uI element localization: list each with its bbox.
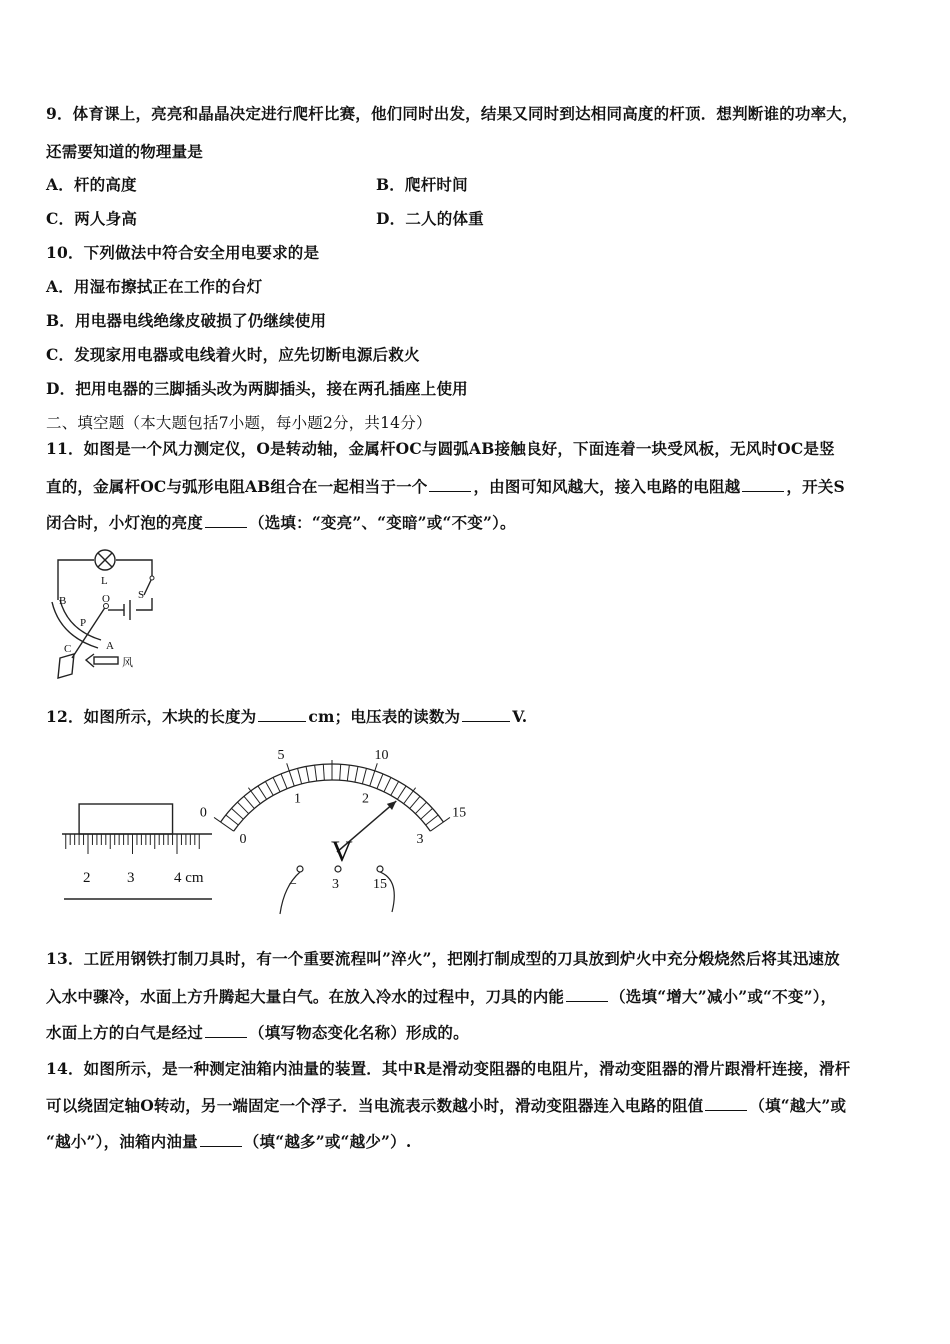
q13-line1: 13．工匠用钢铁打制刀具时，有一个重要流程叫”淬火”，把刚打制成型的刀具放到炉火中充分煅烧然后将其迅速放 (46, 949, 840, 968)
label-c: C (64, 643, 72, 655)
terminal-neg: − (289, 877, 297, 892)
q13-line2-part1: 入水中骤冷，水面上方升腾起大量白气。在放入冷水的过程中，刀具的内能 (46, 987, 565, 1006)
meter-tick (323, 764, 324, 780)
meter-upper-label: 15 (452, 805, 467, 821)
q11-line2-part3: ，开关S (786, 477, 845, 496)
q9-option-d: D．二人的体重 (376, 209, 484, 228)
q13-line2-part2: （选填“增大”减小”或“不变”）， (610, 987, 837, 1006)
label-a: A (106, 640, 114, 652)
q11-line3 (46, 511, 516, 533)
q12-line (46, 705, 527, 727)
q13-line3-part2: （填写物态变化名称）形成的。 (249, 1023, 469, 1042)
answer-blank[interactable] (205, 1023, 247, 1038)
section-heading: 二、填空题（本大题包括7小题，每小题2分，共14分） (46, 414, 432, 432)
meter-tick (315, 765, 317, 781)
q10-option-b: B．用电器电线绝缘皮破损了仍继续使用 (46, 311, 327, 330)
meter-tick (281, 774, 287, 789)
meter-arc (234, 780, 431, 831)
answer-blank[interactable] (462, 707, 510, 722)
meter-tick (355, 766, 358, 782)
q11-line2-part2: ，由图可知风越大，接入电路的电阻越 (473, 477, 741, 496)
voltmeter-figure (199, 740, 467, 920)
q13-line2 (46, 985, 836, 1007)
meter-tick (415, 802, 426, 814)
meter-tick (370, 763, 378, 786)
q11-line2-part1: 直的，金属杆OC与弧形电阻AB组合在一起相当于一个 (46, 477, 428, 496)
meter-tick (244, 796, 254, 808)
answer-blank[interactable] (258, 707, 306, 722)
meter-tick (287, 763, 295, 786)
meter-tick (231, 808, 243, 819)
meter-tick (426, 815, 438, 825)
q14-line3-part1: “越小”），油箱内油量 (46, 1132, 198, 1151)
meter-lower-label: 1 (294, 791, 302, 807)
meter-tick (306, 766, 309, 782)
label-lamp: L (101, 575, 108, 587)
terminal-3: 3 (332, 877, 339, 892)
meter-tick (410, 796, 420, 808)
q11-line2 (46, 475, 845, 497)
q10-option-d: D．把用电器的三脚插头改为两脚插头，接在两孔插座上使用 (46, 379, 468, 398)
q9-option-c: C．两人身高 (46, 209, 138, 228)
meter-tick (421, 808, 433, 819)
wind-meter-diagram (46, 540, 166, 685)
q14-line1: 14．如图所示，是一种测定油箱内油量的装置．其中R是滑动变阻器的电阻片，滑动变阻器的滑片跟滑杆连接，滑杆 (46, 1059, 851, 1078)
meter-tick (362, 768, 366, 783)
meter-tick (248, 788, 260, 804)
q13-line3-part1: 水面上方的白气是经过 (46, 1023, 204, 1042)
meter-tick (340, 764, 341, 780)
q9-stem-line1: 9．体育课上，亮亮和晶晶决定进行爬杆比赛，他们同时出发，结果又同时到达相同高度的杆顶．想判断谁的功率大， (46, 104, 858, 123)
voltmeter-symbol: V (331, 835, 353, 868)
q14-line2-part1: 可以绕固定轴O转动，另一端固定一个浮子．当电流表示数越小时，滑动变阻器连入电路的阻值 (46, 1096, 704, 1115)
q9-option-a: A．杆的高度 (46, 175, 137, 194)
label-wind: 风 (122, 657, 133, 669)
label-p: P (80, 617, 87, 629)
answer-blank[interactable] (205, 513, 247, 528)
meter-upper-label: 0 (199, 805, 207, 821)
meter-tick (384, 777, 391, 791)
meter-tick (298, 768, 302, 783)
meter-tick (258, 786, 267, 799)
q12-part3: V. (512, 707, 528, 726)
meter-tick (391, 781, 399, 795)
answer-blank[interactable] (429, 477, 471, 492)
q10-option-a: A．用湿布擦拭正在工作的台灯 (46, 277, 263, 296)
q14-line3 (46, 1130, 411, 1152)
terminal-15: 15 (373, 877, 387, 892)
answer-blank[interactable] (742, 477, 784, 492)
wood-block (79, 804, 172, 834)
label-b: B (59, 595, 67, 607)
meter-upper-label: 10 (374, 747, 389, 763)
q11-line3-part1: 闭合时，小灯泡的亮度 (46, 513, 204, 532)
q13-line3 (46, 1021, 469, 1043)
q10-option-c: C．发现家用电器或电线着火时，应先切断电源后救火 (46, 345, 420, 364)
answer-blank[interactable] (566, 987, 608, 1002)
q9-stem-line2: 还需要知道的物理量是 (46, 142, 204, 161)
ruler-label-3: 3 (127, 870, 135, 886)
answer-blank[interactable] (705, 1096, 747, 1111)
meter-lower-label: 3 (416, 832, 424, 848)
q10-stem: 10．下列做法中符合安全用电要求的是 (46, 243, 320, 262)
q14-line3-part2: （填“越多”或“越少”）. (243, 1132, 412, 1151)
meter-tick (226, 815, 238, 825)
q11-line1: 11．如图是一个风力测定仪，O是转动轴，金属杆OC与圆弧AB接触良好，下面连着一块受风板，无风时OC是竖 (46, 439, 835, 458)
meter-lower-label: 0 (239, 832, 247, 848)
q14-line2-part2: （填“越大”或 (749, 1096, 847, 1115)
meter-lower-label: 2 (361, 791, 369, 807)
ruler-label-2: 2 (83, 870, 91, 886)
meter-upper-label: 5 (277, 747, 285, 763)
meter-tick (397, 786, 406, 799)
answer-blank[interactable] (200, 1132, 242, 1147)
meter-tick (347, 765, 349, 781)
meter-tick (404, 788, 416, 804)
q14-line2 (46, 1094, 846, 1116)
q12-part1: 12．如图所示，木块的长度为 (46, 707, 257, 726)
ruler-label-4cm: 4 cm (174, 870, 204, 886)
meter-tick (238, 802, 249, 814)
q11-line3-part2: （选填：“变亮”、“变暗”或“不变”）。 (249, 513, 516, 532)
q9-option-b: B．爬杆时间 (376, 175, 468, 194)
label-switch: S (138, 589, 145, 601)
q12-part2: cm；电压表的读数为 (308, 707, 461, 726)
meter-tick (377, 774, 383, 789)
meter-tick (273, 777, 280, 791)
meter-tick (265, 781, 273, 795)
ruler-figure (56, 800, 221, 910)
label-o: O (102, 593, 110, 605)
